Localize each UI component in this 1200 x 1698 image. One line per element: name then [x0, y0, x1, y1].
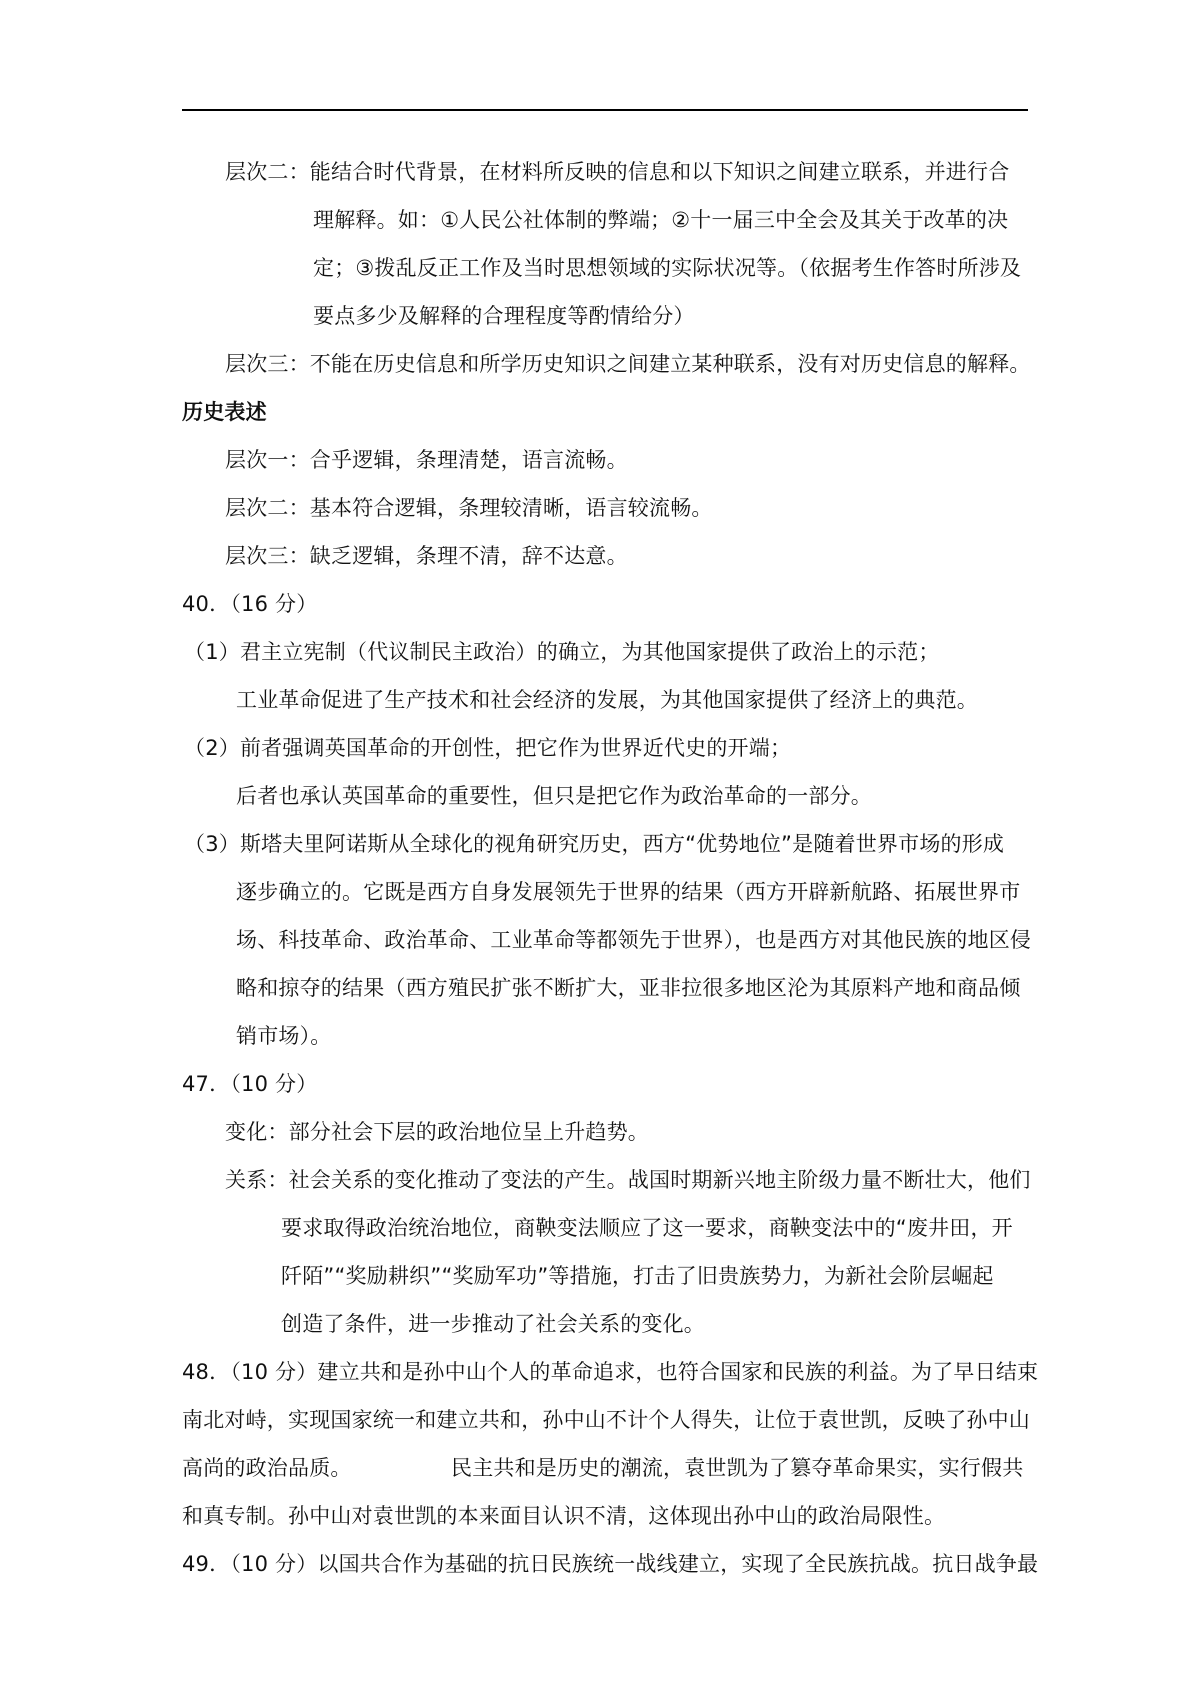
q40-part3-line-4: 略和掠夺的结果（西方殖民扩张不断扩大，亚非拉很多地区沦为其原料产地和商品倾: [236, 976, 1021, 1000]
q40-number: 40．（16 分）: [182, 592, 318, 616]
q40-part1-line-2: 工业革命促进了生产技术和社会经济的发展，为其他国家提供了经济上的典范。: [236, 688, 978, 712]
q47-change: 变化：部分社会下层的政治地位呈上升趋势。: [225, 1120, 649, 1144]
q47-relation-line-4: 创造了条件，进一步推动了社会关系的变化。: [281, 1312, 705, 1336]
q47-relation-line-3: 阡陌”“奖励耕织”“奖励军功”等措施，打击了旧贵族势力，为新社会阶层崛起: [281, 1264, 994, 1288]
q47-relation-line-1: 关系：社会关系的变化推动了变法的产生。战国时期新兴地主阶级力量不断壮大，他们: [225, 1168, 1031, 1192]
q47-number: 47．（10 分）: [182, 1072, 318, 1096]
level-2-line-3: 定；③拨乱反正工作及当时思想领域的实际状况等。（依据考生作答时所涉及: [313, 256, 1022, 280]
level-2-line-4: 要点多少及解释的合理程度等酌情给分）: [313, 304, 695, 328]
expression-level-1: 层次一：合乎逻辑，条理清楚，语言流畅。: [225, 448, 628, 472]
q40-part3-line-2: 逐步确立的。它既是西方自身发展领先于世界的结果（西方开辟新航路、拓展世界市: [236, 880, 1021, 904]
section-heading-history-expression: 历史表述: [182, 400, 267, 424]
level-2-line-2: 理解释。如：①人民公社体制的弊端；②十一届三中全会及其关于改革的决: [313, 208, 1009, 232]
header-rule: [182, 109, 1028, 111]
q40-part2-line-2: 后者也承认英国革命的重要性，但只是把它作为政治革命的一部分。: [236, 784, 872, 808]
q40-part3-line-1: （3）斯塔夫里阿诺斯从全球化的视角研究历史，西方“优势地位”是随着世界市场的形成: [184, 832, 1005, 856]
expression-level-3: 层次三：缺乏逻辑，条理不清，辞不达意。: [225, 544, 628, 568]
q40-part2-line-1: （2）前者强调英国革命的开创性，把它作为世界近代史的开端；: [184, 736, 792, 760]
expression-level-2: 层次二：基本符合逻辑，条理较清晰，语言较流畅。: [225, 496, 713, 520]
level-2-line-1: 层次二：能结合时代背景，在材料所反映的信息和以下知识之间建立联系，并进行合: [225, 160, 1010, 184]
q48-line-2: 南北对峙，实现国家统一和建立共和，孙中山不计个人得失，让位于袁世凯，反映了孙中山: [182, 1408, 1030, 1432]
q40-part1-line-1: （1）君主立宪制（代议制民主政治）的确立，为其他国家提供了政治上的示范；: [184, 640, 940, 664]
q48-line-3b: 民主共和是历史的潮流，袁世凯为了篡夺革命果实，实行假共: [451, 1456, 1024, 1480]
q40-part3-line-3: 场、科技革命、政治革命、工业革命等都领先于世界），也是西方对其他民族的地区侵: [236, 928, 1032, 952]
level-3-line: 层次三：不能在历史信息和所学历史知识之间建立某种联系，没有对历史信息的解释。: [225, 352, 1031, 376]
q48-line-1: 48．（10 分）建立共和是孙中山个人的革命追求，也符合国家和民族的利益。为了早日结束: [182, 1360, 1039, 1384]
q49-line-1: 49．（10 分）以国共合作为基础的抗日民族统一战线建立，实现了全民族抗战。抗日战争最: [182, 1552, 1039, 1576]
q48-line-3a: 高尚的政治品质。: [182, 1456, 352, 1480]
q48-line-4: 和真专制。孙中山对袁世凯的本来面目认识不清，这体现出孙中山的政治局限性。: [182, 1504, 946, 1528]
q47-relation-line-2: 要求取得政治统治地位，商鞅变法顺应了这一要求，商鞅变法中的“废井田，开: [281, 1216, 1013, 1240]
q40-part3-line-5: 销市场）。: [236, 1024, 332, 1048]
